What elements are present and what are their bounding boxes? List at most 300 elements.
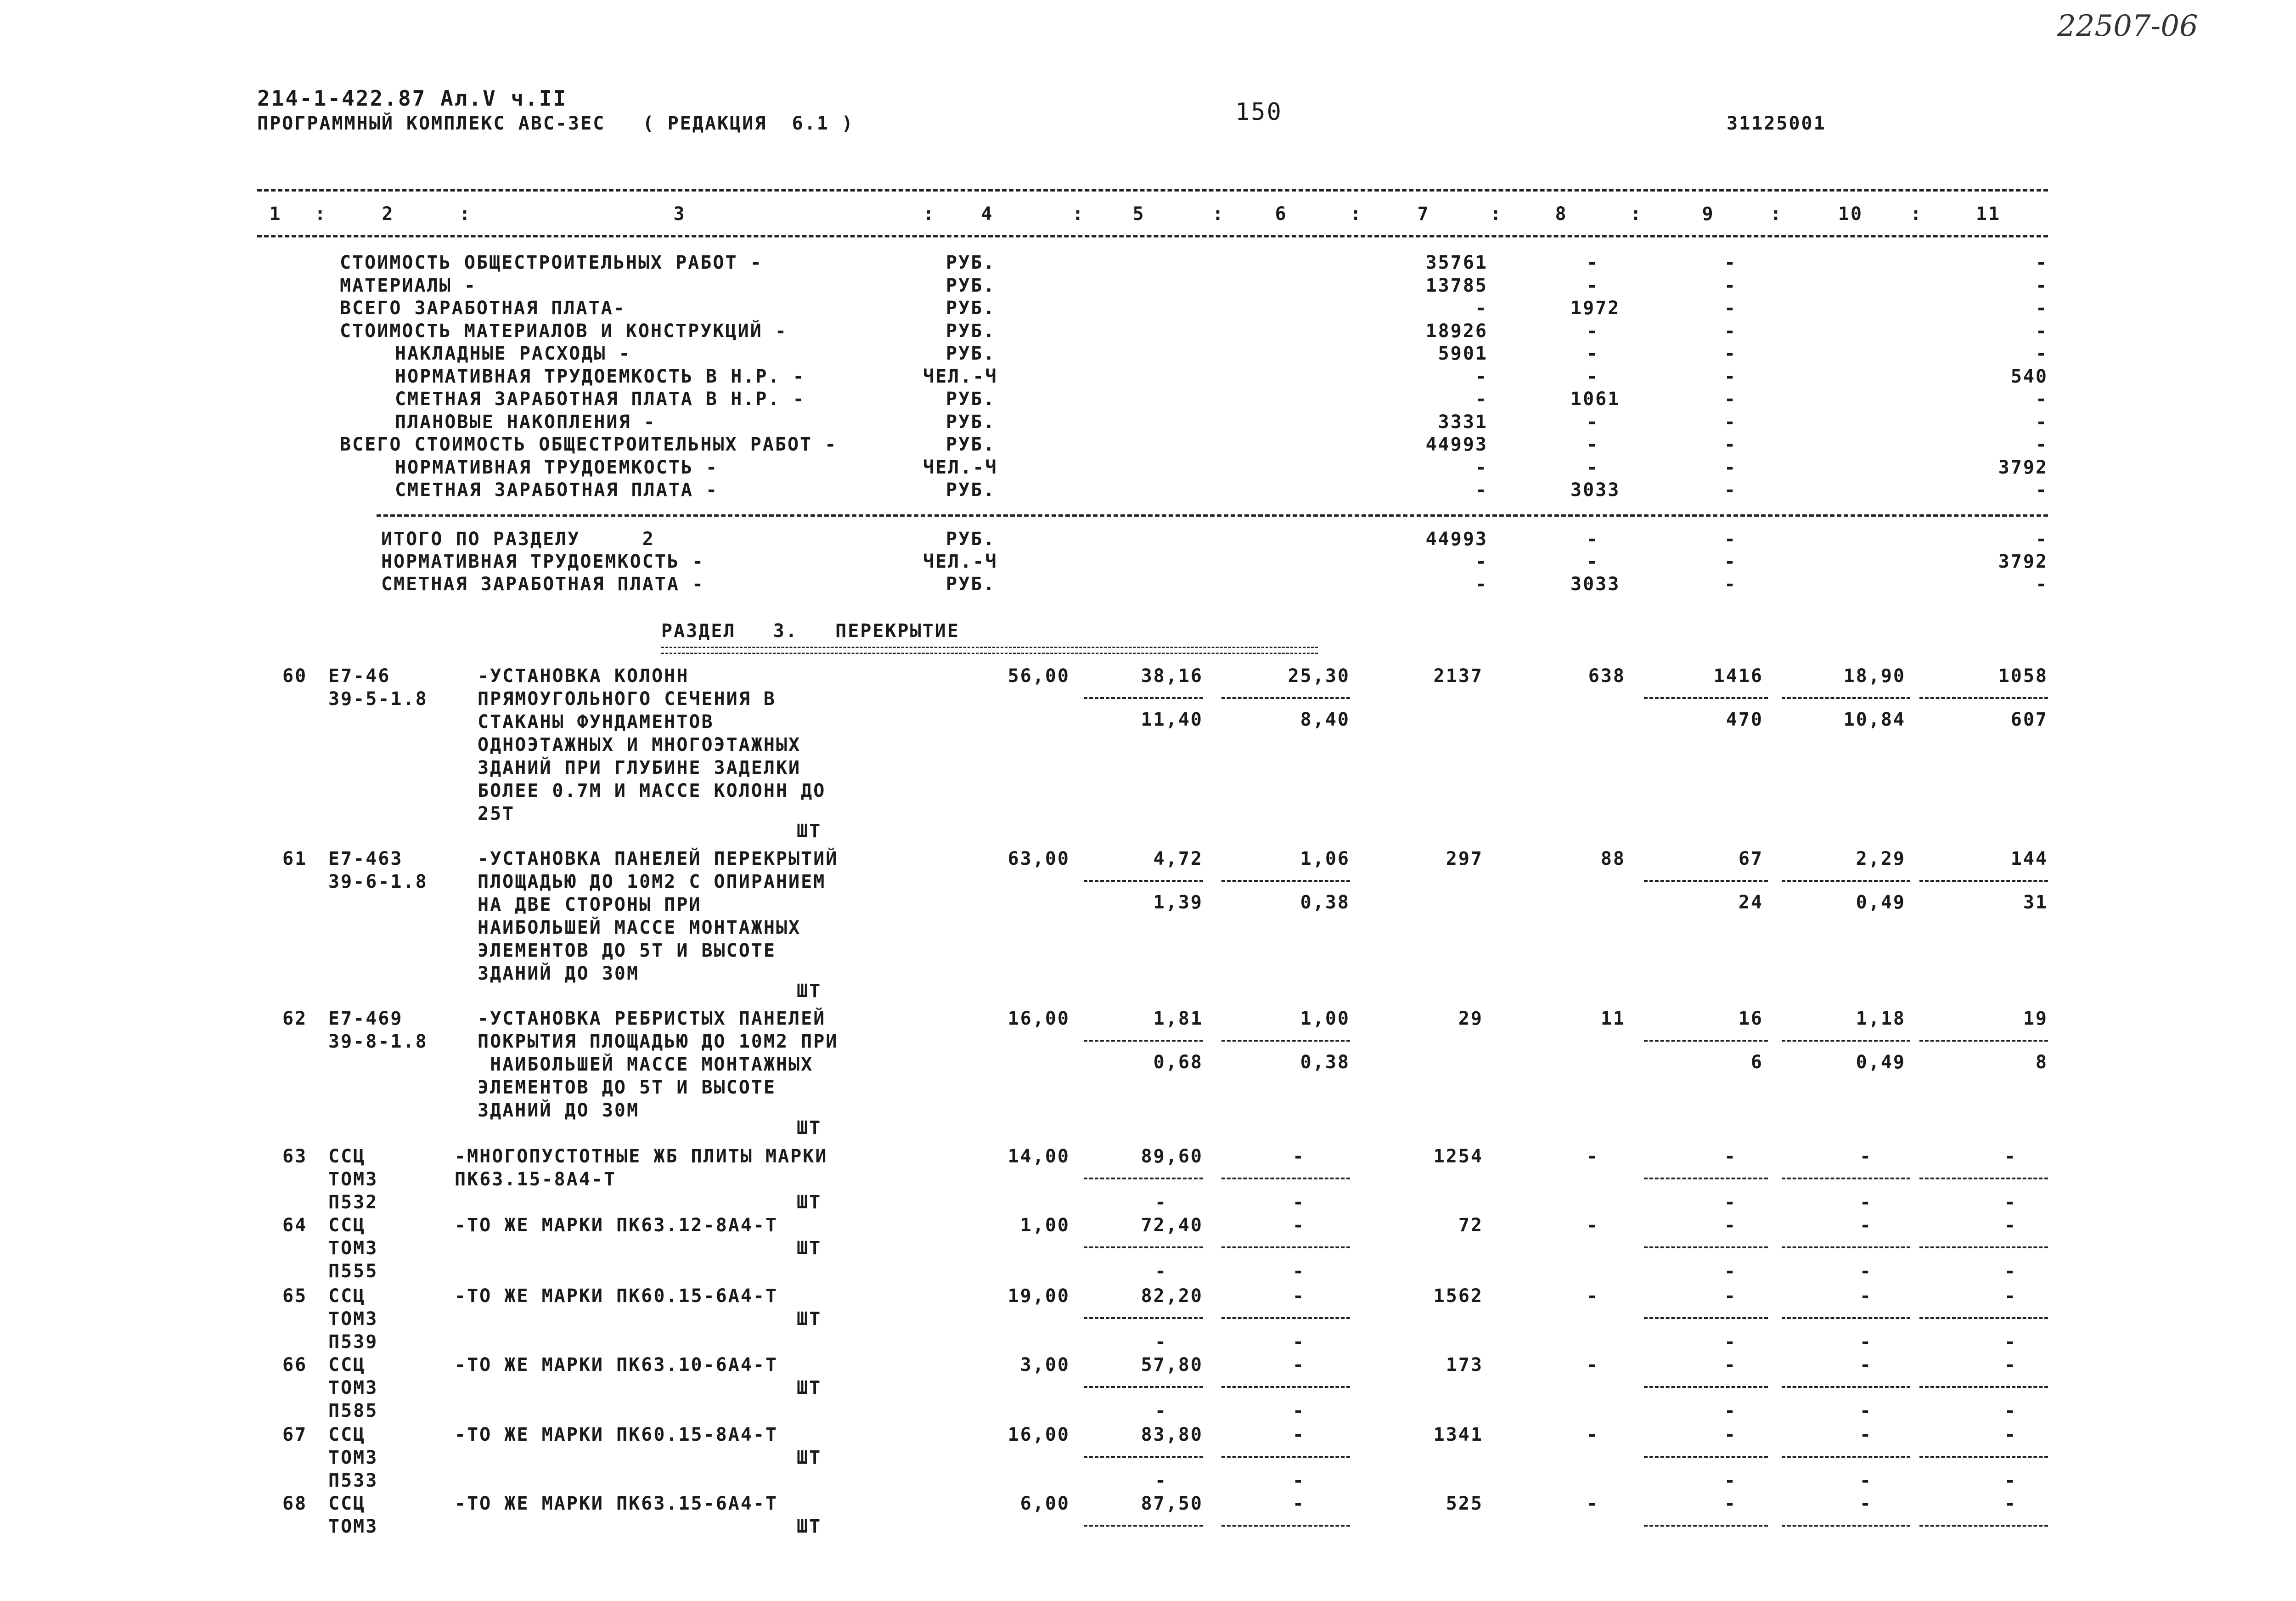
ssc-item-position: П555: [328, 1261, 378, 1282]
item-c4: 63,00: [1007, 848, 1070, 869]
handwritten-code: 22507-06: [2057, 9, 2198, 43]
summary-rule: [377, 514, 2048, 517]
item-c6b-secondary: 0,38: [1300, 1052, 1350, 1073]
summary-col7: -: [1475, 457, 1488, 478]
summary-label: ПЛАНОВЫЕ НАКОПЛЕНИЯ -: [395, 411, 656, 433]
summary-label: НОРМАТИВНАЯ ТРУДОЕМКОСТЬ -: [395, 457, 719, 478]
ssc-item-unit: ШТ: [797, 1377, 822, 1398]
item-divider: [1221, 880, 1350, 882]
ssc-item-c11: -: [2004, 1285, 2017, 1307]
summary-col7: 13785: [1425, 275, 1488, 296]
ssc-sub-c9: -: [1724, 1192, 1737, 1213]
item-description-line: ПЛОЩАДЬЮ ДО 10М2 С ОПИРАНИЕМ: [478, 871, 826, 892]
ssc-sub-c5: -: [1155, 1470, 1168, 1491]
summary-col9: -: [1724, 343, 1737, 364]
item-divider: [1782, 1040, 1910, 1042]
summary-unit: РУБ.: [946, 411, 996, 433]
ssc-item-volume: ТОМ3: [328, 1308, 378, 1330]
item-description-line: ЗДАНИЙ ДО 30М: [478, 1100, 640, 1121]
summary-col9: -: [1724, 320, 1737, 342]
item-c9b-secondary: 470: [1726, 709, 1763, 730]
ssc-sub-c9: -: [1724, 1400, 1737, 1421]
summary-col9: -: [1724, 366, 1737, 387]
item-description-line: -УСТАНОВКА КОЛОНН: [478, 665, 689, 687]
reference-line: 214-1-422.87 Ал.V ч.II: [257, 86, 568, 111]
item-divider: [1084, 880, 1203, 882]
ssc-item-divider: [1221, 1246, 1350, 1248]
ssc-sub-c5: -: [1155, 1400, 1168, 1421]
ssc-item-c7: 1341: [1433, 1424, 1483, 1445]
ssc-item-divider: [1782, 1386, 1910, 1388]
ssc-item-unit: ШТ: [797, 1447, 822, 1468]
summary-col7: -: [1475, 298, 1488, 319]
summary-col8: -: [1587, 411, 1599, 433]
item-c9b-secondary: 6: [1750, 1052, 1763, 1073]
summary-col11: -: [2035, 479, 2048, 501]
item-description-line: БОЛЕЕ 0.7М И МАССЕ КОЛОНН ДО: [478, 780, 826, 801]
totals-col7: 44993: [1425, 529, 1488, 550]
item-description-line: ЗДАНИЙ ПРИ ГЛУБИНЕ ЗАДЕЛКИ: [478, 757, 801, 778]
ssc-item-volume: ТОМ3: [328, 1516, 378, 1537]
summary-col7: -: [1475, 479, 1488, 501]
summary-col7: 35761: [1425, 252, 1488, 273]
item-description-line: НАИБОЛЬШЕЙ МАССЕ МОНТАЖНЫХ: [478, 917, 801, 938]
ssc-sub-c6: -: [1293, 1261, 1306, 1282]
ssc-item-c10: -: [1860, 1146, 1873, 1167]
ssc-item-c9: -: [1724, 1493, 1737, 1514]
ssc-sub-c5: -: [1155, 1192, 1168, 1213]
summary-unit: РУБ.: [946, 298, 996, 319]
ssc-item-code: ССЦ: [328, 1493, 366, 1514]
ssc-item-c4: 6,00: [1020, 1493, 1070, 1514]
ssc-item-divider: [1782, 1456, 1910, 1458]
ssc-item-c10: -: [1860, 1424, 1873, 1445]
item-description-line: -УСТАНОВКА ПАНЕЛЕЙ ПЕРЕКРЫТИЙ: [478, 848, 838, 869]
column-separator: :: [315, 203, 327, 225]
item-c4: 56,00: [1007, 665, 1070, 687]
column-separator: :: [1630, 203, 1643, 225]
ssc-item-position: П533: [328, 1470, 378, 1491]
item-c8: 88: [1600, 848, 1626, 869]
item-c7: 2137: [1433, 665, 1483, 687]
ssc-sub-c9: -: [1724, 1470, 1737, 1491]
ssc-item-position: П539: [328, 1331, 378, 1353]
ssc-item-c8: -: [1587, 1493, 1599, 1514]
item-c11: 144: [2010, 848, 2048, 869]
ssc-item-c11: -: [2004, 1354, 2017, 1376]
summary-col9: -: [1724, 434, 1737, 455]
item-c9: 1416: [1713, 665, 1763, 687]
column-header-1: 1: [269, 203, 282, 225]
summary-col11: -: [2035, 434, 2048, 455]
item-description-line: НА ДВЕ СТОРОНЫ ПРИ: [478, 894, 702, 915]
ssc-sub-c10: -: [1860, 1261, 1873, 1282]
ssc-item-divider: [1084, 1456, 1203, 1458]
ssc-item-c9: -: [1724, 1285, 1737, 1307]
ssc-item-c7: 173: [1446, 1354, 1483, 1376]
column-separator: :: [1770, 203, 1783, 225]
column-header-5: 5: [1132, 203, 1145, 225]
item-unit: ШТ: [797, 821, 822, 842]
ssc-item-c4: 14,00: [1007, 1146, 1070, 1167]
ssc-item-divider: [1782, 1246, 1910, 1248]
ssc-item-divider: [1782, 1317, 1910, 1319]
item-divider: [1782, 880, 1910, 882]
ssc-item-c10: -: [1860, 1215, 1873, 1236]
totals-label: ИТОГО ПО РАЗДЕЛУ 2: [381, 529, 655, 550]
ssc-item-c5: 82,20: [1141, 1285, 1203, 1307]
item-number: 60: [282, 665, 308, 687]
item-c6: 1,00: [1300, 1008, 1350, 1029]
item-divider: [1221, 697, 1350, 699]
ssc-item-code: ССЦ: [328, 1424, 366, 1445]
item-divider: [1644, 697, 1768, 699]
column-header-4: 4: [981, 203, 994, 225]
ssc-item-description: -ТО ЖЕ МАРКИ ПК63.10-6А4-Т: [455, 1354, 778, 1376]
ssc-item-divider: [1644, 1317, 1768, 1319]
ssc-item-divider: [1919, 1246, 2048, 1248]
summary-label: СТОИМОСТЬ МАТЕРИАЛОВ И КОНСТРУКЦИЙ -: [340, 320, 788, 342]
ssc-item-volume: ТОМ3: [328, 1447, 378, 1468]
ssc-item-c9: -: [1724, 1146, 1737, 1167]
ssc-sub-c10: -: [1860, 1400, 1873, 1421]
totals-unit: РУБ.: [946, 574, 996, 595]
ssc-item-position: П585: [328, 1400, 378, 1421]
summary-col9: -: [1724, 411, 1737, 433]
summary-col8: -: [1587, 366, 1599, 387]
column-separator: :: [459, 203, 472, 225]
ssc-item-c11: -: [2004, 1146, 2017, 1167]
ssc-item-number: 64: [282, 1215, 308, 1236]
ssc-item-volume: ТОМ3: [328, 1238, 378, 1259]
ssc-item-description: -ТО ЖЕ МАРКИ ПК60.15-6А4-Т: [455, 1285, 778, 1307]
item-c10: 1,18: [1856, 1008, 1906, 1029]
column-separator: :: [1212, 203, 1225, 225]
totals-col7: -: [1475, 574, 1488, 595]
item-divider: [1084, 697, 1203, 699]
summary-col8: 1972: [1570, 298, 1621, 319]
ssc-item-c10: -: [1860, 1354, 1873, 1376]
ssc-item-c7: 72: [1458, 1215, 1483, 1236]
totals-unit: РУБ.: [946, 529, 996, 550]
column-header-10: 10: [1838, 203, 1863, 225]
summary-unit: ЧЕЛ.-Ч: [923, 366, 998, 387]
ssc-item-c4: 3,00: [1020, 1354, 1070, 1376]
ssc-item-unit: ШТ: [797, 1192, 822, 1213]
summary-col9: -: [1724, 457, 1737, 478]
item-divider: [1782, 697, 1910, 699]
summary-col11: -: [2035, 389, 2048, 410]
summary-col9: -: [1724, 298, 1737, 319]
item-divider: [1644, 880, 1768, 882]
ssc-item-divider: [1221, 1525, 1350, 1527]
item-c6: 25,30: [1288, 665, 1350, 687]
ssc-item-c4: 16,00: [1007, 1424, 1070, 1445]
item-divider: [1919, 880, 2048, 882]
ssc-item-c6: -: [1293, 1146, 1306, 1167]
ssc-item-divider: [1221, 1178, 1350, 1179]
item-c10b-secondary: 10,84: [1843, 709, 1906, 730]
item-c7: 297: [1446, 848, 1483, 869]
ssc-sub-c11: -: [2004, 1192, 2017, 1213]
ssc-item-c5: 89,60: [1141, 1146, 1203, 1167]
ssc-item-divider: [1644, 1525, 1768, 1527]
ssc-item-description-2: ПК63.15-8А4-Т: [455, 1169, 617, 1190]
ssc-item-c7: 1562: [1433, 1285, 1483, 1307]
item-c11: 1058: [1998, 665, 2048, 687]
item-c6b-secondary: 8,40: [1300, 709, 1350, 730]
ssc-sub-c6: -: [1293, 1470, 1306, 1491]
column-header-7: 7: [1417, 203, 1430, 225]
ssc-item-c8: -: [1587, 1285, 1599, 1307]
item-description-line: ЭЛЕМЕНТОВ ДО 5Т И ВЫСОТЕ: [478, 940, 776, 961]
ssc-item-description: -ТО ЖЕ МАРКИ ПК60.15-8А4-Т: [455, 1424, 778, 1445]
summary-col11: -: [2035, 252, 2048, 273]
totals-col11: -: [2035, 529, 2048, 550]
ssc-item-number: 67: [282, 1424, 308, 1445]
ssc-item-c9: -: [1724, 1424, 1737, 1445]
program-line: ПРОГРАММНЫЙ КОМПЛЕКС АВС-3ЕС ( РЕДАКЦИЯ 6.1 ): [257, 113, 854, 134]
item-c6: 1,06: [1300, 848, 1350, 869]
summary-col8: -: [1587, 275, 1599, 296]
item-c5: 4,72: [1153, 848, 1203, 869]
ssc-sub-c10: -: [1860, 1470, 1873, 1491]
ssc-item-c6: -: [1293, 1215, 1306, 1236]
summary-col9: -: [1724, 479, 1737, 501]
ssc-item-divider: [1084, 1317, 1203, 1319]
column-header-8: 8: [1555, 203, 1568, 225]
ssc-sub-c11: -: [2004, 1470, 2017, 1491]
column-separator: :: [1490, 203, 1503, 225]
totals-col9: -: [1724, 529, 1737, 550]
totals-col9: -: [1724, 551, 1737, 572]
ssc-item-position: П532: [328, 1192, 378, 1213]
ssc-item-divider: [1919, 1386, 2048, 1388]
item-number: 62: [282, 1008, 308, 1029]
summary-col11: -: [2035, 411, 2048, 433]
totals-label: НОРМАТИВНАЯ ТРУДОЕМКОСТЬ -: [381, 551, 705, 572]
section-title-underline: [661, 647, 1318, 654]
totals-col7: -: [1475, 551, 1488, 572]
totals-col9: -: [1724, 574, 1737, 595]
ssc-item-c5: 87,50: [1141, 1493, 1203, 1514]
item-c9: 16: [1738, 1008, 1763, 1029]
section-title: РАЗДЕЛ 3. ПЕРЕКРЫТИЕ: [661, 620, 960, 642]
summary-unit: РУБ.: [946, 434, 996, 455]
summary-col9: -: [1724, 389, 1737, 410]
ssc-item-volume: ТОМ3: [328, 1377, 378, 1398]
item-description-line: ПРЯМОУГОЛЬНОГО СЕЧЕНИЯ В: [478, 688, 776, 710]
ssc-item-divider: [1084, 1525, 1203, 1527]
summary-label: СМЕТНАЯ ЗАРАБОТНАЯ ПЛАТА В Н.Р. -: [395, 389, 805, 410]
header-top-rule: [257, 189, 2048, 192]
item-c10b-secondary: 0,49: [1856, 892, 1906, 913]
item-c11b-secondary: 607: [2010, 709, 2048, 730]
ssc-item-c9: -: [1724, 1354, 1737, 1376]
ssc-item-c8: -: [1587, 1215, 1599, 1236]
summary-unit: РУБ.: [946, 389, 996, 410]
item-c4: 16,00: [1007, 1008, 1070, 1029]
header-bottom-rule: [257, 235, 2048, 237]
ssc-sub-c11: -: [2004, 1400, 2017, 1421]
summary-col7: 44993: [1425, 434, 1488, 455]
ssc-item-code: ССЦ: [328, 1354, 366, 1376]
ssc-item-divider: [1919, 1525, 2048, 1527]
item-c11b-secondary: 8: [2035, 1052, 2048, 1073]
totals-unit: ЧЕЛ.-Ч: [923, 551, 998, 572]
summary-col11: 3792: [1998, 457, 2048, 478]
ssc-item-c5: 72,40: [1141, 1215, 1203, 1236]
ssc-sub-c9: -: [1724, 1261, 1737, 1282]
ssc-item-number: 66: [282, 1354, 308, 1376]
item-code-secondary: 39-5-1.8: [328, 688, 428, 710]
ssc-item-code: ССЦ: [328, 1285, 366, 1307]
item-divider: [1919, 697, 2048, 699]
summary-col7: -: [1475, 389, 1488, 410]
summary-col8: 1061: [1570, 389, 1621, 410]
item-c8: 638: [1588, 665, 1626, 687]
ssc-item-c4: 1,00: [1020, 1215, 1070, 1236]
ssc-item-c8: -: [1587, 1146, 1599, 1167]
item-c10b-secondary: 0,49: [1856, 1052, 1906, 1073]
ssc-item-c8: -: [1587, 1354, 1599, 1376]
item-c9: 67: [1738, 848, 1763, 869]
summary-label: СМЕТНАЯ ЗАРАБОТНАЯ ПЛАТА -: [395, 479, 719, 501]
item-divider: [1084, 1040, 1203, 1042]
item-divider: [1919, 1040, 2048, 1042]
totals-label: СМЕТНАЯ ЗАРАБОТНАЯ ПЛАТА -: [381, 574, 705, 595]
summary-col7: -: [1475, 366, 1488, 387]
summary-col11: -: [2035, 275, 2048, 296]
summary-label: НАКЛАДНЫЕ РАСХОДЫ -: [395, 343, 631, 364]
item-c10: 18,90: [1843, 665, 1906, 687]
ssc-item-c6: -: [1293, 1493, 1306, 1514]
item-divider: [1644, 1040, 1768, 1042]
summary-col8: 3033: [1570, 479, 1621, 501]
ssc-sub-c6: -: [1293, 1400, 1306, 1421]
column-separator: :: [1072, 203, 1085, 225]
summary-col8: -: [1587, 434, 1599, 455]
column-separator: :: [1910, 203, 1923, 225]
summary-unit: РУБ.: [946, 320, 996, 342]
ssc-item-divider: [1782, 1178, 1910, 1179]
item-c7: 29: [1458, 1008, 1483, 1029]
summary-label: СТОИМОСТЬ ОБЩЕСТРОИТЕЛЬНЫХ РАБОТ -: [340, 252, 763, 273]
document-code: 31125001: [1727, 113, 1826, 134]
item-description-line: ОДНОЭТАЖНЫХ И МНОГОЭТАЖНЫХ: [478, 734, 801, 755]
ssc-item-c5: 57,80: [1141, 1354, 1203, 1376]
ssc-sub-c10: -: [1860, 1192, 1873, 1213]
column-header-9: 9: [1702, 203, 1715, 225]
totals-col8: -: [1587, 551, 1599, 572]
ssc-sub-c6: -: [1293, 1331, 1306, 1353]
ssc-item-divider: [1782, 1525, 1910, 1527]
item-description-line: НАИБОЛЬШЕЙ МАССЕ МОНТАЖНЫХ: [478, 1054, 814, 1075]
totals-col8: -: [1587, 529, 1599, 550]
ssc-item-c8: -: [1587, 1424, 1599, 1445]
ssc-item-description: -ТО ЖЕ МАРКИ ПК63.12-8А4-Т: [455, 1215, 778, 1236]
item-code: Е7-46: [328, 665, 391, 687]
ssc-item-divider: [1919, 1456, 2048, 1458]
ssc-item-divider: [1221, 1317, 1350, 1319]
summary-unit: РУБ.: [946, 252, 996, 273]
ssc-item-divider: [1919, 1317, 2048, 1319]
item-description-line: ЗДАНИЙ ДО 30М: [478, 963, 640, 984]
item-c5b-secondary: 11,40: [1141, 709, 1203, 730]
item-c6b-secondary: 0,38: [1300, 892, 1350, 913]
ssc-item-c11: -: [2004, 1424, 2017, 1445]
item-c5: 38,16: [1141, 665, 1203, 687]
ssc-item-divider: [1644, 1456, 1768, 1458]
summary-col7: 5901: [1438, 343, 1488, 364]
summary-col11: -: [2035, 320, 2048, 342]
summary-col9: -: [1724, 275, 1737, 296]
item-c5b-secondary: 0,68: [1153, 1052, 1203, 1073]
ssc-item-c11: -: [2004, 1215, 2017, 1236]
item-code-secondary: 39-8-1.8: [328, 1031, 428, 1052]
summary-col11: -: [2035, 343, 2048, 364]
item-c8: 11: [1600, 1008, 1626, 1029]
summary-label: ВСЕГО СТОИМОСТЬ ОБЩЕСТРОИТЕЛЬНЫХ РАБОТ -: [340, 434, 838, 455]
ssc-item-c10: -: [1860, 1493, 1873, 1514]
summary-unit: РУБ.: [946, 343, 996, 364]
item-description-line: 25Т: [478, 803, 515, 824]
ssc-item-divider: [1919, 1178, 2048, 1179]
ssc-item-code: ССЦ: [328, 1215, 366, 1236]
column-header-2: 2: [382, 203, 394, 225]
ssc-item-c6: -: [1293, 1354, 1306, 1376]
totals-col11: -: [2035, 574, 2048, 595]
ssc-item-code: ССЦ: [328, 1146, 366, 1167]
ssc-sub-c6: -: [1293, 1192, 1306, 1213]
ssc-item-divider: [1084, 1386, 1203, 1388]
ssc-item-number: 65: [282, 1285, 308, 1307]
item-description-line: ПОКРЫТИЯ ПЛОЩАДЬЮ ДО 10М2 ПРИ: [478, 1031, 838, 1052]
column-separator: :: [923, 203, 936, 225]
summary-unit: ЧЕЛ.-Ч: [923, 457, 998, 478]
item-number: 61: [282, 848, 308, 869]
ssc-item-c5: 83,80: [1141, 1424, 1203, 1445]
item-c11b-secondary: 31: [2023, 892, 2048, 913]
totals-col11: 3792: [1998, 551, 2048, 572]
summary-label: НОРМАТИВНАЯ ТРУДОЕМКОСТЬ В Н.Р. -: [395, 366, 805, 387]
item-description-line: СТАКАНЫ ФУНДАМЕНТОВ: [478, 711, 714, 733]
ssc-sub-c11: -: [2004, 1331, 2017, 1353]
ssc-item-c4: 19,00: [1007, 1285, 1070, 1307]
summary-col7: 18926: [1425, 320, 1488, 342]
ssc-item-number: 63: [282, 1146, 308, 1167]
page-number: 150: [1235, 98, 1283, 126]
summary-unit: РУБ.: [946, 275, 996, 296]
ssc-item-description: -МНОГОПУСТОТНЫЕ ЖБ ПЛИТЫ МАРКИ: [455, 1146, 828, 1167]
ssc-item-number: 68: [282, 1493, 308, 1514]
ssc-item-divider: [1644, 1246, 1768, 1248]
item-unit: ШТ: [797, 1117, 822, 1139]
item-c10: 2,29: [1856, 848, 1906, 869]
totals-col8: 3033: [1570, 574, 1621, 595]
ssc-item-divider: [1644, 1386, 1768, 1388]
summary-col11: 540: [2010, 366, 2048, 387]
ssc-item-description: -ТО ЖЕ МАРКИ ПК63.15-6А4-Т: [455, 1493, 778, 1514]
column-separator: :: [1350, 203, 1363, 225]
summary-col9: -: [1724, 252, 1737, 273]
summary-col7: 3331: [1438, 411, 1488, 433]
ssc-sub-c11: -: [2004, 1261, 2017, 1282]
ssc-item-unit: ШТ: [797, 1516, 822, 1537]
summary-label: ВСЕГО ЗАРАБОТНАЯ ПЛАТА-: [340, 298, 626, 319]
summary-col8: -: [1587, 320, 1599, 342]
item-unit: ШТ: [797, 981, 822, 1002]
